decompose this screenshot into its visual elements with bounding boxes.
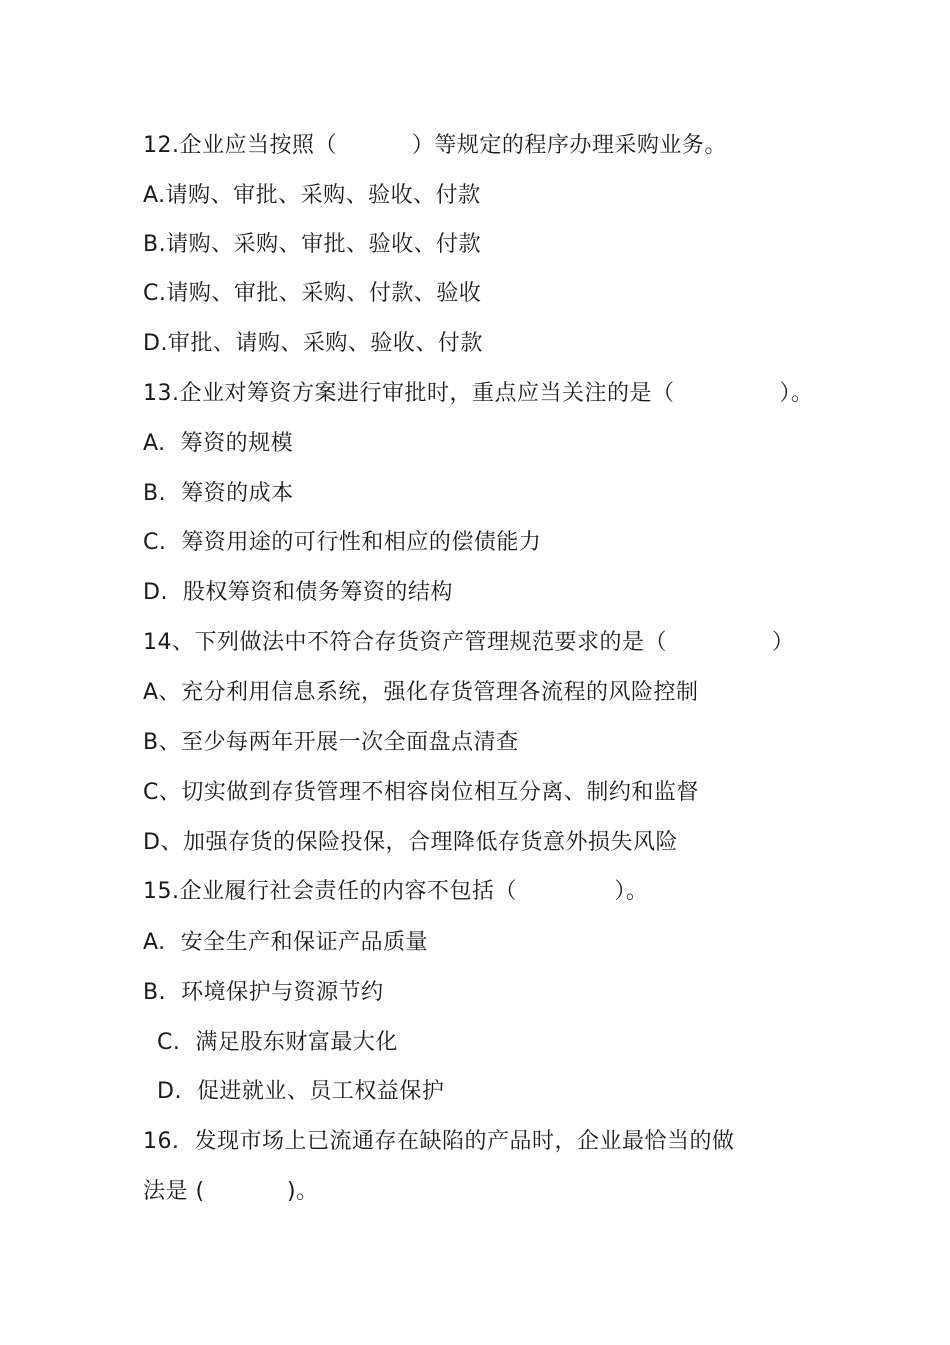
question-13-option-b: B. 筹资的成本 bbox=[143, 481, 294, 506]
question-12-option-c: C.请购、审批、采购、付款、验收 bbox=[143, 281, 482, 306]
question-13-option-a: A. 筹资的规模 bbox=[143, 431, 294, 456]
question-14-option-c: C、切实做到存货管理不相容岗位相互分离、制约和监督 bbox=[143, 780, 699, 805]
question-15-option-c: C. 满足股东财富最大化 bbox=[157, 1030, 398, 1055]
question-15-option-a: A. 安全生产和保证产品质量 bbox=[143, 930, 429, 955]
question-12-option-b: B.请购、采购、审批、验收、付款 bbox=[143, 232, 482, 257]
question-13-option-d: D. 股权筹资和债务筹资的结构 bbox=[143, 580, 453, 605]
question-14-stem: 14、下列做法中不符合存货资产管理规范要求的是（ ） bbox=[143, 630, 795, 655]
question-15-stem: 15.企业履行社会责任的内容不包括（ ）。 bbox=[143, 879, 649, 904]
question-12-option-a: A.请购、审批、采购、验收、付款 bbox=[143, 183, 481, 208]
question-12-stem: 12.企业应当按照（ ）等规定的程序办理采购业务。 bbox=[143, 133, 727, 158]
question-14-option-b: B、至少每两年开展一次全面盘点清查 bbox=[143, 730, 519, 755]
question-15-option-b: B. 环境保护与资源节约 bbox=[143, 980, 384, 1005]
question-13-stem: 13.企业对筹资方案进行审批时，重点应当关注的是（ ）。 bbox=[143, 381, 814, 406]
question-16-stem: 16. 发现市场上已流通存在缺陷的产品时，企业最恰当的做 bbox=[143, 1129, 735, 1154]
question-16-stem-continued: 法是 ( )。 bbox=[143, 1179, 319, 1204]
question-15-option-d: D. 促进就业、员工权益保护 bbox=[157, 1079, 445, 1104]
question-14-option-a: A、充分利用信息系统，强化存货管理各流程的风险控制 bbox=[143, 680, 699, 705]
question-14-option-d: D、加强存货的保险投保，合理降低存货意外损失风险 bbox=[143, 830, 678, 855]
question-13-option-c: C. 筹资用途的可行性和相应的偿债能力 bbox=[143, 530, 542, 555]
question-12-option-d: D.审批、请购、采购、验收、付款 bbox=[143, 331, 483, 356]
